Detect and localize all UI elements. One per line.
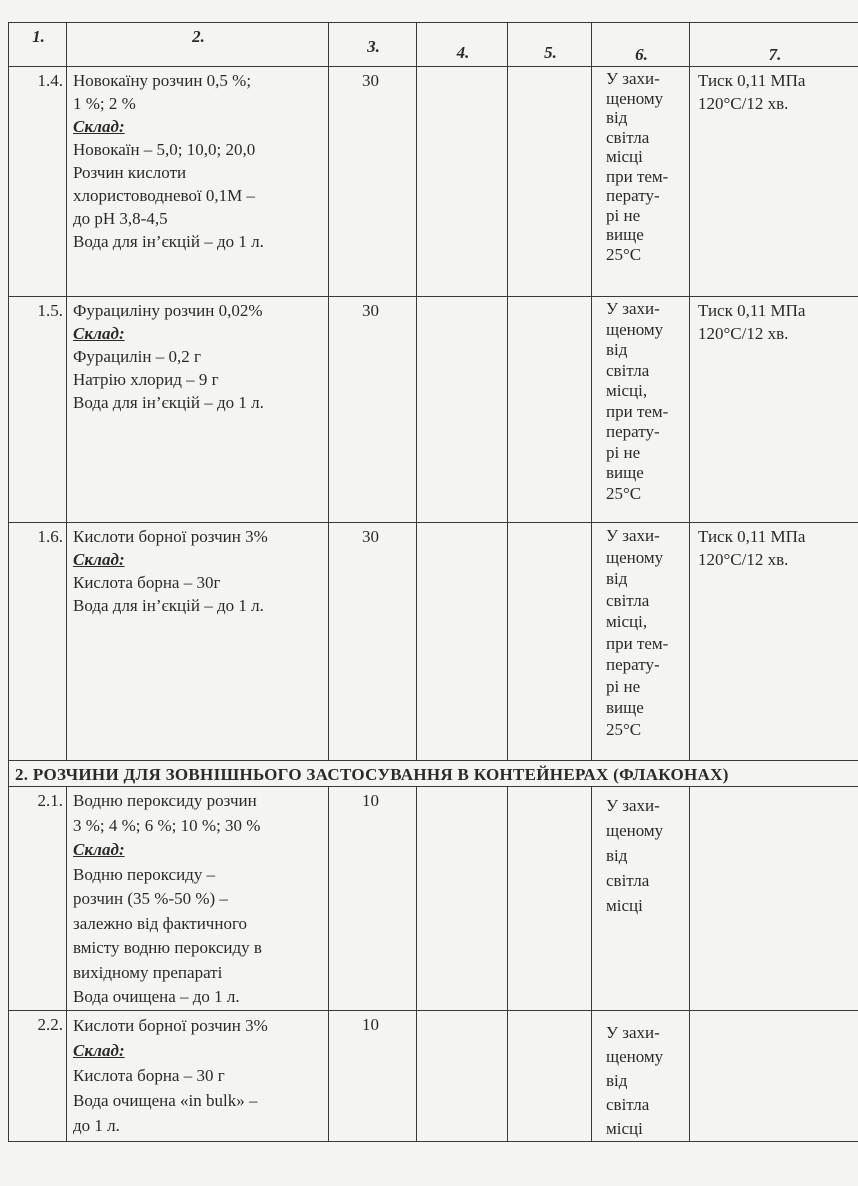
col4-value [417,297,508,523]
col5-value [508,1010,592,1141]
storage-line: 25°С [606,719,642,739]
preparations-table [8,22,858,1142]
preparation-name: 1 %; 2 % [73,94,136,113]
storage-line: від [606,846,628,865]
storage-line: У захи- [606,299,660,318]
col3-value: 30 [329,523,417,761]
storage-cell [592,297,690,523]
table-row [9,297,858,523]
preparation-name: Новокаїну розчин 0,5 %; [73,71,252,90]
storage-line: при тем- [606,401,669,421]
composition-line: Вода для ін’єкцій – до 1 л. [73,393,264,412]
storage-line: перату- [606,422,660,441]
composition-line: до рН 3,8-4,5 [73,209,168,228]
storage-line: 25°С [606,244,642,264]
storage-line: щеному [606,547,664,567]
row-number: 2.2. [9,1010,67,1141]
storage-line: перату- [606,655,660,674]
composition-line: залежно від фактичного [73,913,248,933]
composition-line: Фурацилін – 0,2 г [73,347,201,366]
composition-line: Кислота борна – 30г [73,573,221,592]
col5-value [508,67,592,297]
composition-label: Склад: [73,324,125,343]
preparation-cell [67,787,329,1011]
storage-cell [592,523,690,761]
sterilization-line: 120°С/12 хв. [698,94,789,113]
composition-label: Склад: [73,117,125,136]
storage-line: при тем- [606,166,669,186]
composition-label: Склад: [73,840,125,859]
table-row [9,1010,858,1141]
row-number: 2.1. [9,787,67,1011]
storage-line: 25°С [606,483,642,503]
storage-line: світла [606,127,650,147]
col5-value [508,523,592,761]
sterilization-cell [690,523,858,761]
composition-label: Склад: [73,550,125,569]
preparation-name: Фурациліну розчин 0,02% [73,301,263,320]
storage-line: від [606,1070,628,1090]
storage-line: У захи- [606,1022,660,1042]
section-header-row [9,761,858,787]
sterilization-line: 120°С/12 хв. [698,324,789,343]
composition-line: Вода очищена «in bulk» – [73,1090,258,1110]
preparation-name: Кислоти борної розчин 3% [73,1015,268,1035]
col4-value [417,67,508,297]
storage-line: У захи- [606,796,660,815]
header-col-6: 6. [592,23,690,67]
col3-value: 10 [329,787,417,1011]
storage-line: при тем- [606,633,669,653]
sterilization-cell [690,787,858,1011]
storage-line: щеному [606,1046,664,1066]
preparation-cell [67,297,329,523]
composition-label: Склад: [73,1040,125,1060]
header-col-7: 7. [690,23,858,67]
composition-line: Кислота борна – 30 г [73,1065,225,1085]
preparation-name: Водню пероксиду розчин [73,791,257,810]
storage-line: щеному [606,88,664,108]
storage-line: світла [606,871,650,890]
col3-value: 10 [329,1010,417,1141]
storage-line: від [606,340,628,359]
table-row [9,787,858,1011]
composition-line: до 1 л. [73,1115,120,1135]
storage-line: рі не [606,442,641,462]
storage-line: У захи- [606,69,660,88]
row-number: 1.4. [9,67,67,297]
col5-value [508,297,592,523]
storage-line: місці, [606,381,648,400]
storage-line: щеному [606,821,664,840]
sterilization-line: Тиск 0,11 МПа [698,71,806,90]
storage-cell [592,1010,690,1141]
storage-line: місці [606,896,643,915]
storage-cell [592,67,690,297]
sterilization-cell [690,67,858,297]
preparation-cell [67,67,329,297]
storage-line: від [606,569,628,588]
composition-line: вмісту водню пероксиду в [73,938,262,957]
header-col-1: 1. [9,23,67,67]
sterilization-cell [690,297,858,523]
storage-line: вище [606,225,644,244]
row-number: 1.5. [9,297,67,523]
col3-value: 30 [329,297,417,523]
table-row [9,523,858,761]
storage-line: світла [606,1094,650,1114]
composition-line: розчин (35 %-50 %) – [73,889,228,908]
composition-line: Вода для ін’єкцій – до 1 л. [73,232,264,251]
header-col-3: 3. [329,23,417,67]
composition-line: Новокаїн – 5,0; 10,0; 20,0 [73,140,256,159]
storage-line: перату- [606,186,660,205]
preparation-cell [67,523,329,761]
row-number: 1.6. [9,523,67,761]
storage-line: світла [606,590,650,610]
storage-line: вище [606,698,644,717]
sterilization-line: Тиск 0,11 МПа [698,527,806,546]
header-col-4: 4. [417,23,508,67]
composition-line: вихідному препараті [73,962,223,982]
col4-value [417,523,508,761]
header-row [9,23,858,67]
col5-value [508,787,592,1011]
storage-line: місці, [606,612,648,631]
composition-line: Вода для ін’єкцій – до 1 л. [73,596,264,615]
composition-line: Вода очищена – до 1 л. [73,987,240,1006]
storage-line: місці [606,1118,643,1138]
sterilization-line: Тиск 0,11 МПа [698,301,806,320]
composition-line: Натрію хлорид – 9 г [73,370,219,389]
storage-line: щеному [606,319,664,339]
col4-value [417,1010,508,1141]
sterilization-line: 120°С/12 хв. [698,550,789,569]
storage-cell [592,787,690,1011]
storage-line: рі не [606,676,641,696]
composition-line: хлористоводневої 0,1М – [73,186,256,205]
section-title: 2. РОЗЧИНИ ДЛЯ ЗОВНІШНЬОГО ЗАСТОСУВАННЯ В КОНТЕЙНЕРАХ (ФЛАКОНАХ) [9,761,858,787]
composition-line: Розчин кислоти [73,163,187,182]
preparation-name: Кислоти борної розчин 3% [73,527,268,546]
col3-value: 30 [329,67,417,297]
storage-line: вище [606,463,644,482]
storage-line: У захи- [606,526,660,545]
col4-value [417,787,508,1011]
storage-line: від [606,108,628,127]
header-col-2: 2. [67,23,329,67]
preparation-name: 3 %; 4 %; 6 %; 10 %; 30 % [73,815,261,835]
preparation-cell [67,1010,329,1141]
header-col-5: 5. [508,23,592,67]
table-row [9,67,858,297]
storage-line: світла [606,360,650,380]
storage-line: рі не [606,205,641,225]
sterilization-cell [690,1010,858,1141]
composition-line: Водню пероксиду – [73,864,216,884]
storage-line: місці [606,147,643,166]
